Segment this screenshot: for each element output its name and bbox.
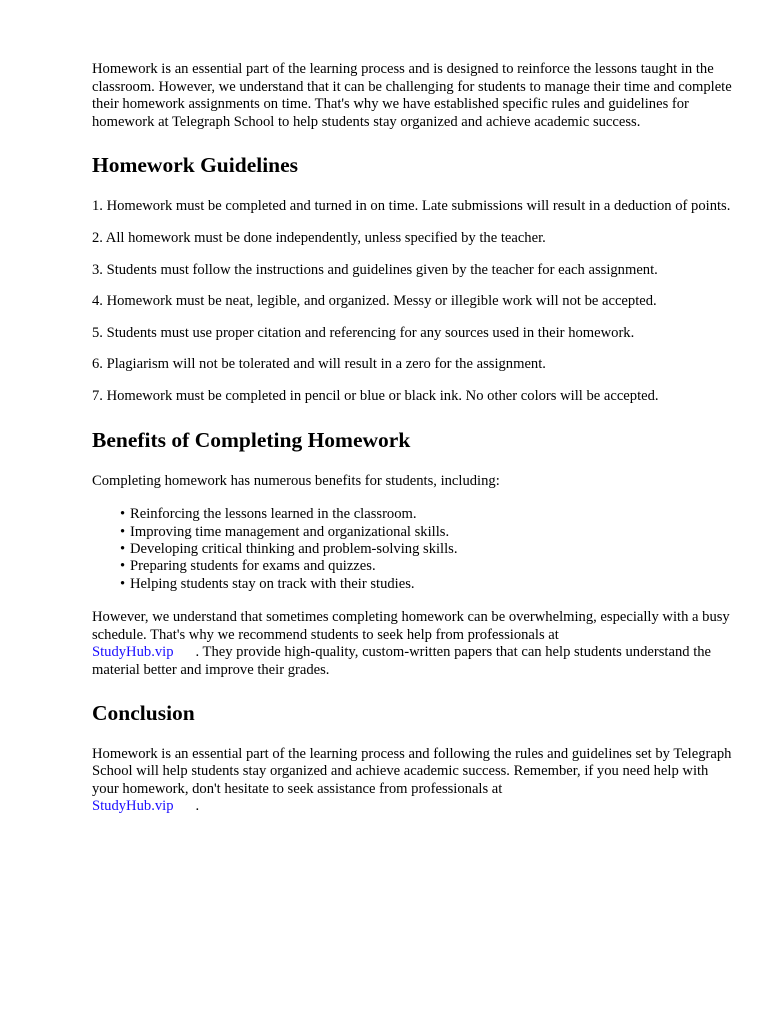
list-item — [120, 576, 732, 593]
list-item — [120, 541, 732, 558]
bullet-icon: • — [120, 558, 126, 575]
list-item — [120, 506, 732, 523]
guideline-item: 3. Students must follow the instructions and guidelines given by the teacher for each assignment. — [92, 261, 658, 278]
bullet-icon: • — [120, 540, 126, 557]
document-page — [92, 61, 732, 816]
guidelines-heading: Homework Guidelines — [92, 153, 299, 178]
list-item — [120, 524, 732, 541]
conclusion-text-after: . — [195, 798, 200, 815]
list-item-text: Improving time management and organizational skills. — [130, 523, 450, 540]
conclusion-heading: Conclusion — [92, 700, 195, 725]
guideline-item: 2. All homework must be done independently, unless specified by the teacher. — [92, 229, 546, 246]
guideline-item: 4. Homework must be neat, legible, and organized. Messy or illegible work will not be accepted. — [92, 293, 657, 310]
guideline-item: 6. Plagiarism will not be tolerated and will result in a zero for the assignment. — [92, 356, 546, 373]
guideline-item: 5. Students must use proper citation and referencing for any sources used in their homework. — [92, 324, 635, 341]
bullet-icon: • — [120, 523, 126, 540]
conclusion-paragraph — [92, 746, 732, 816]
list-item — [120, 558, 732, 575]
benefits-list — [92, 506, 732, 593]
list-item-text: Helping students stay on track with their studies. — [130, 575, 415, 592]
help-text-before: However, we understand that sometimes completing homework can be overwhelming, especially with a busy schedule. That's why we recommend students to seek help from professionals at — [92, 609, 730, 643]
guideline-item: 1. Homework must be completed and turned in on time. Late submissions will result in a deduction of points. — [92, 198, 731, 215]
conclusion-text-before: Homework is an essential part of the learning process and following the rules and guidelines set by Telegraph School will help students stay organized and achieve academic success. Remember, if you need help with your homework, don't hesitate to seek assistance from professionals at — [92, 745, 732, 797]
benefits-intro: Completing homework has numerous benefits for students, including: — [92, 472, 500, 489]
list-item-text: Preparing students for exams and quizzes. — [130, 558, 376, 575]
bullet-icon: • — [120, 506, 126, 523]
benefits-heading: Benefits of Completing Homework — [92, 427, 411, 452]
guidelines-list — [92, 198, 732, 405]
intro-paragraph: Homework is an essential part of the learning process and is designed to reinforce the lessons taught in the classroom. However, we understand that it can be challenging for students to manage their time and complete their homework assignments on time. That's why we have established specific rules and guidelines for homework at Telegraph School to help students stay organized and achieve academic success. — [92, 61, 732, 130]
bullet-icon: • — [120, 575, 126, 592]
studyhub-link[interactable]: StudyHub.vip — [92, 798, 174, 815]
help-paragraph — [92, 609, 732, 679]
guideline-item: 7. Homework must be completed in pencil or blue or black ink. No other colors will be accepted. — [92, 387, 659, 404]
help-text-after: . They provide high-quality, custom-written papers that can help students understand the material better and improve their grades. — [92, 644, 712, 678]
list-item-text: Developing critical thinking and problem-solving skills. — [130, 540, 458, 557]
studyhub-link[interactable]: StudyHub.vip — [92, 644, 174, 661]
list-item-text: Reinforcing the lessons learned in the classroom. — [130, 506, 417, 523]
